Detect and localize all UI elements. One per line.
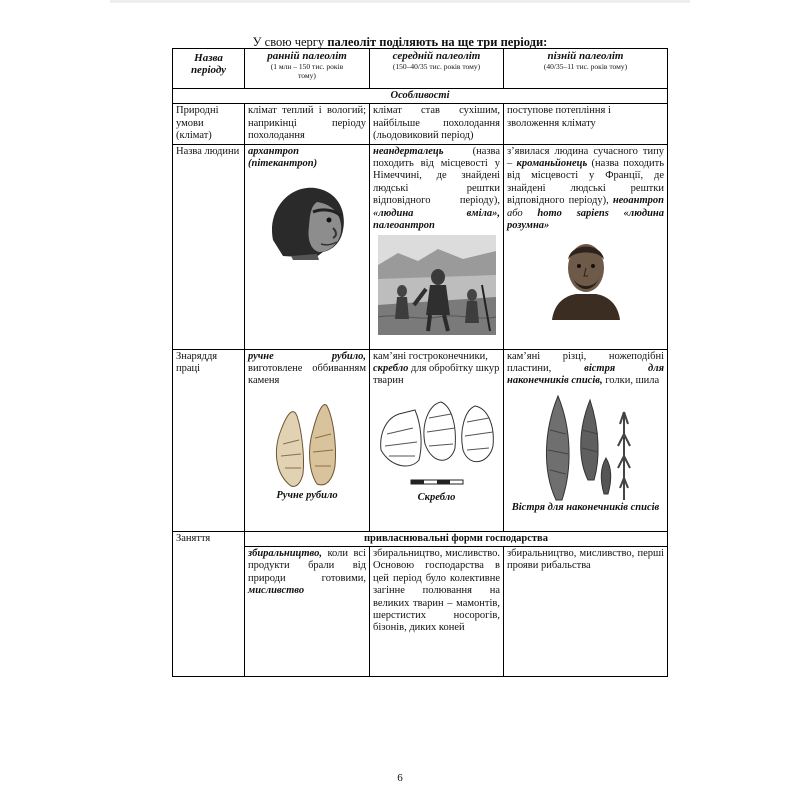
neoanthropus-term: неоантроп	[612, 195, 664, 207]
table-row-human	[173, 144, 668, 349]
human-late	[504, 144, 668, 349]
heading-bold-text: палеоліт поділяють на ще три періоди:	[327, 35, 548, 49]
occupation-late: збиральництво, мисливство, перші прояви рибальства	[504, 547, 668, 677]
climate-middle: клімат став сухішим, найбільше похолодання (льодовиковий період)	[370, 104, 504, 144]
section-features: Особливості	[173, 89, 668, 104]
cromagnon-desc: (назва походить від місцевості у Франції, де знайдені людські рештки відповідного періоду),	[507, 158, 664, 207]
section-row	[173, 89, 668, 104]
scraper-caption: Скребло	[417, 491, 456, 503]
hand-axe-caption: Ручне рубило	[276, 489, 338, 501]
row-label-occupation: Заняття	[173, 531, 245, 676]
hunting-term: мисливство	[248, 585, 305, 597]
table-row-tools	[173, 349, 668, 531]
paleoanthropus-term: «людина вміла», палеоантроп	[373, 207, 500, 232]
climate-late: поступове потепління і зволоження клімату	[504, 104, 668, 144]
hand-axe-term: ручне рубило,	[248, 350, 366, 362]
scraper-desc: для обробітку шкур тварин	[373, 363, 500, 387]
or-text: або	[507, 207, 538, 219]
tools-late	[504, 349, 668, 531]
occupation-early	[245, 547, 370, 677]
homo-sapiens-term: homo sapiens «людина розумна»	[507, 207, 664, 232]
table-row-occupation-details	[173, 547, 668, 677]
header-early: ранній палеоліт (1 млн – 150 тис. років тому)	[245, 49, 370, 89]
human-early-name: архантроп (пітекантроп)	[248, 145, 318, 170]
occupation-header: привласнювальні форми господарства	[245, 531, 668, 546]
cromagnon-bust-illustration	[546, 234, 626, 320]
human-middle	[370, 144, 504, 349]
spear-points-caption: Вістря для наконечників списів	[511, 501, 660, 513]
spear-points-term: вістря для наконечників списів,	[507, 363, 664, 387]
hand-axe-desc: виготовлене оббиванням каменя	[248, 363, 366, 387]
heading-text: У свою чергу	[252, 35, 328, 49]
header-middle: середній палеоліт (150–40/35 тис. років тому)	[370, 49, 504, 89]
gathering-term: збиральництво,	[248, 548, 322, 560]
tools-early	[245, 349, 370, 531]
top-bar	[110, 0, 690, 3]
cromagnon-intro: з’явилася людина сучасного типу –	[507, 145, 664, 170]
climate-early: клімат теплий і вологий; наприкінці періоду похолодання	[245, 104, 370, 144]
table-row-occupation	[173, 531, 668, 546]
row-label-human: Назва людини	[173, 144, 245, 349]
gathering-desc: коли всі продукти брали від природи готовими,	[248, 548, 366, 584]
scraper-term: скребло	[373, 363, 409, 375]
table-row-climate	[173, 104, 668, 144]
header-late: пізній палеоліт (40/35–11 тис. років тому)	[504, 49, 668, 89]
row-label-climate: Природні умови (клімат)	[173, 104, 245, 144]
table-header-row	[173, 49, 668, 89]
spear-points-illustration	[536, 390, 636, 502]
archanthropus-head-illustration	[263, 180, 351, 260]
header-period-name: Назва періоду	[173, 49, 245, 89]
human-early	[245, 144, 370, 349]
blades-text: кам’яні різці, ножеподібні пластини,	[507, 350, 664, 375]
scraper-illustration	[375, 394, 499, 492]
neanderthal-desc: (назва походить від місцевості у Німеччині, де знайдені людські рештки відповідного періоду),	[373, 145, 500, 207]
paleolithic-table	[172, 48, 668, 677]
hand-axe-illustration	[267, 394, 347, 490]
tools-middle	[370, 349, 504, 531]
occupation-middle: збиральництво, мисливство. Основою господарства в цей період було колективне загінне полювання на великих тварин – мамонтів, шерстистих носорогів, бізонів, диких коней	[370, 547, 504, 677]
needles-text: голки, шила	[602, 375, 660, 387]
row-label-tools: Знаряддя праці	[173, 349, 245, 531]
cromagnon-term: кроманьйонець	[516, 158, 588, 170]
points-text: кам’яні гостроконечники,	[373, 350, 488, 362]
neanderthal-term: неандерталець	[373, 145, 444, 157]
page-number: 6	[397, 772, 403, 784]
neanderthal-scene-illustration	[378, 235, 496, 335]
